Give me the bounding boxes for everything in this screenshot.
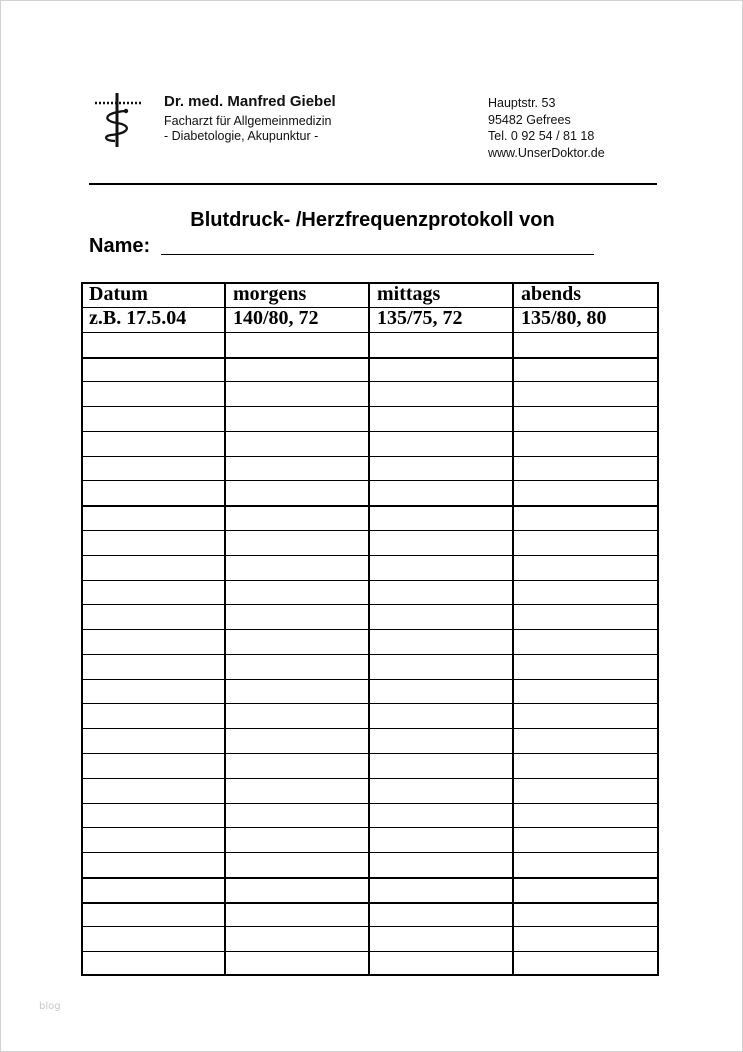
example-abends: 135/80, 80 — [521, 307, 607, 329]
header-mittags: mittags — [377, 283, 441, 305]
address-city: 95482 Gefrees — [488, 113, 571, 127]
table-row-divider — [81, 431, 659, 432]
example-mittags: 135/75, 72 — [377, 307, 463, 329]
address-phone: Tel. 0 92 54 / 81 18 — [488, 129, 595, 143]
header-divider — [89, 183, 657, 185]
doctor-name: Dr. med. Manfred Giebel — [164, 93, 336, 110]
example-datum: z.B. 17.5.04 — [89, 307, 187, 329]
table-row-divider — [81, 654, 659, 655]
header-morgens: morgens — [233, 283, 307, 305]
table-row-divider — [81, 530, 659, 531]
address-website: www.UnserDoktor.de — [488, 146, 605, 160]
table-row-divider — [81, 778, 659, 779]
table-row-divider — [81, 332, 659, 333]
table-row-divider — [81, 406, 659, 407]
table-row-divider — [81, 703, 659, 704]
table-row-divider — [81, 357, 659, 359]
table-row-divider — [81, 555, 659, 556]
table-row-divider — [81, 728, 659, 729]
table-row-divider — [81, 877, 659, 879]
table-row-divider — [81, 852, 659, 853]
name-label: Name: — [89, 235, 151, 257]
table-row-divider — [81, 753, 659, 754]
address-street: Hauptstr. 53 — [488, 96, 556, 110]
header-abends: abends — [521, 283, 582, 305]
table-row-divider — [81, 827, 659, 828]
table-row-divider — [81, 604, 659, 605]
caduceus-logo-icon — [91, 91, 151, 153]
form-title: Blutdruck- /Herzfrequenzprotokoll von — [190, 209, 555, 231]
table-row-divider — [81, 505, 659, 507]
table-row-divider — [81, 679, 659, 680]
table-row-divider — [81, 381, 659, 382]
watermark: blog — [39, 1001, 61, 1012]
doctor-specialty: Facharzt für Allgemeinmedizin — [164, 114, 332, 128]
example-morgens: 140/80, 72 — [233, 307, 319, 329]
doctor-focus: - Diabetologie, Akupunktur - — [164, 129, 319, 143]
table-row-divider — [81, 951, 659, 952]
table-row-divider — [81, 480, 659, 481]
table-row-divider — [81, 902, 659, 904]
table-row-divider — [81, 803, 659, 804]
table-row-divider — [81, 580, 659, 581]
table-row-divider — [81, 456, 659, 457]
header-datum: Datum — [89, 283, 148, 305]
table-row-divider — [81, 629, 659, 630]
name-fill-line — [161, 254, 594, 255]
table-row-divider — [81, 926, 659, 927]
